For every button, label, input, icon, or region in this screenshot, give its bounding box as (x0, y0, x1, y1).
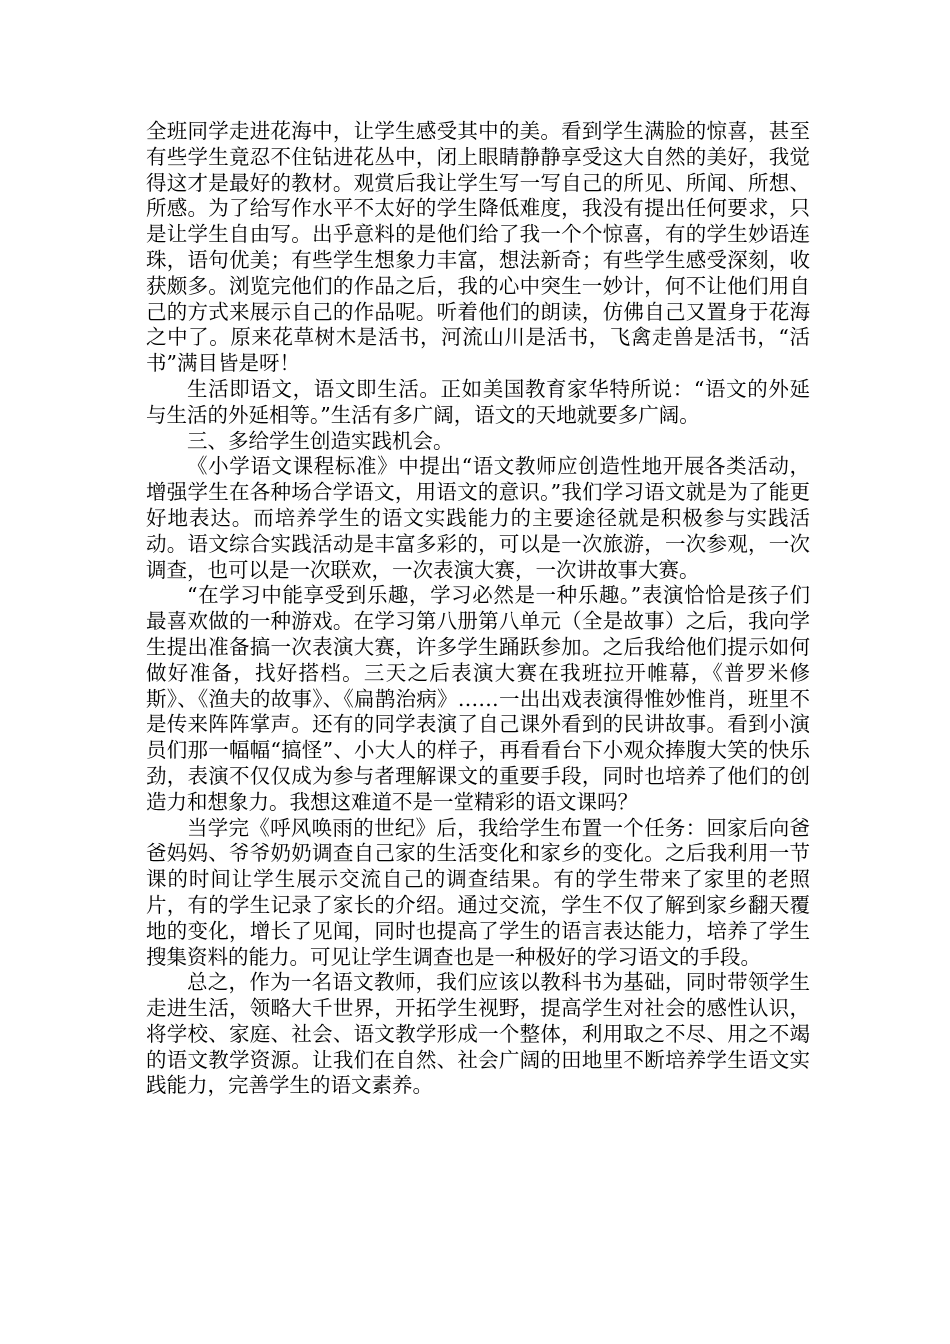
paragraph-life-is-language: 生活即语文，语文即生活。正如美国教育家华特所说：“语文的外延与生活的外延相等。”生活有多广阔，语文的天地就要多广阔。 (146, 376, 810, 427)
section-heading-practice: 三、多给学生创造实践机会。 (187, 428, 454, 453)
paragraph-performance-contest: “在学习中能享受到乐趣，学习必然是一种乐趣。”表演恰恰是孩子们最喜欢做的一种游戏。在学习第八册第八单元（全是故事）之后，我向学生提出准备搞一次表演大赛，许多学生踊跃参加。之后我给他们提示如何做好准备，找好搭档。三天之后表演大赛在我班拉开帷幕，《普罗米修斯》、《渔夫的故事》、《扁鹊治病》……一出出戏表演得惟妙惟肖，班里不是传来阵阵掌声。还有的同学表演了自己课外看到的民讲故事。看到小演员们那一幅幅“搞怪”、小大人的样子，再看看台下小观众捧腹大笑的快乐劲，表演不仅仅成为参与者理解课文的重要手段，同时也培养了他们的创造力和想象力。我想这难道不是一堂精彩的语文课吗？ (146, 583, 810, 814)
paragraph-curriculum-standard: 《小学语文课程标准》中提出“语文教师应创造性地开展各类活动，增强学生在各种场合学语文，用语文的意识。”我们学习语文就是为了能更好地表达。而培养学生的语文实践能力的主要途径就是积极参与实践活动。语文综合实践活动是丰富多彩的，可以是一次旅游，一次参观，一次调查，也可以是一次联欢，一次表演大赛，一次讲故事大赛。 (146, 454, 810, 582)
document-body (146, 119, 810, 1099)
paragraph-survey-task: 当学完《呼风唤雨的世纪》后，我给学生布置一个任务：回家后向爸爸妈妈、爷爷奶奶调查自己家的生活变化和家乡的变化。之后我利用一节课的时间让学生展示交流自己的调查结果。有的学生带来了家里的老照片，有的学生记录了家长的介绍。通过交流，学生不仅了解到家乡翻天覆地的变化，增长了见闻，同时也提高了学生的语言表达能力，培养了学生搜集资料的能力。可见让学生调查也是一种极好的学习语文的手段。 (146, 815, 810, 969)
paragraph-conclusion: 总之，作为一名语文教师，我们应该以教科书为基础，同时带领学生走进生活，领略大千世界，开拓学生视野，提高学生对社会的感性认识，将学校、家庭、社会、语文教学形成一个整体，利用取之不尽、用之不竭的语文教学资源。让我们在自然、社会广阔的田地里不断培养学生语文实践能力，完善学生的语文素养。 (146, 970, 810, 1098)
paragraph-continuation: 全班同学走进花海中，让学生感受其中的美。看到学生满脸的惊喜，甚至有些学生竟忍不住钻进花丛中，闭上眼睛静静享受这大自然的美好，我觉得这才是最好的教材。观赏后我让学生写一写自己的所见、所闻、所想、所感。为了给写作水平不太好的学生降低难度，我没有提出任何要求，只是让学生自由写。出乎意料的是他们给了我一个个惊喜，有的学生妙语连珠，语句优美；有些学生想象力丰富，想法新奇；有些学生感受深刻，收获颇多。浏览完他们的作品之后，我的心中突生一妙计，何不让他们用自己的方式来展示自己的作品呢。听着他们的朗读，仿佛自己又置身于花海之中了。原来花草树木是活书，河流山川是活书，飞禽走兽是活书，“活书”满目皆是呀！ (146, 119, 810, 376)
